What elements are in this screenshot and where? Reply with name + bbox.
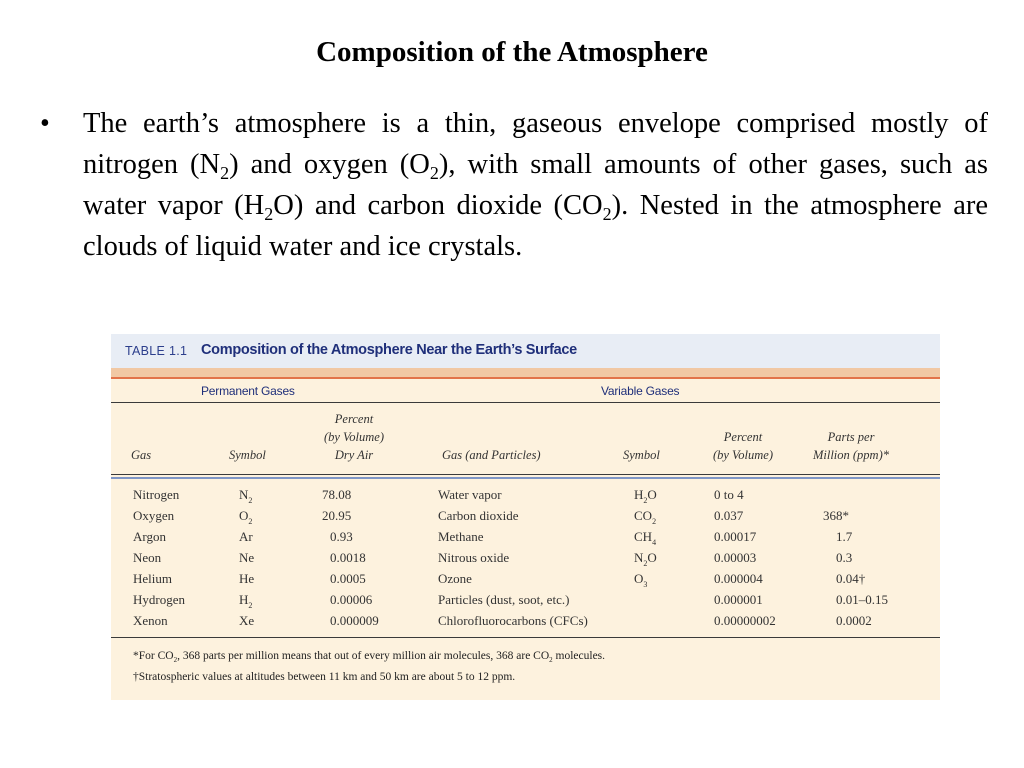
- footnote-co2: *For $CO_2$, 368 parts per million means that out of every million air molecules, 368 are $CO_2$ molecules.: [133, 650, 606, 664]
- col-symbol: Symbol: [229, 448, 266, 462]
- orange-rule: [111, 377, 940, 379]
- table-title: Composition of the Atmosphere Near the Earth’s Surface: [201, 342, 577, 358]
- col-gas: Gas: [131, 448, 152, 462]
- permanent-gases-header: Permanent Gases: [201, 384, 295, 398]
- variable-gases-header: Variable Gases: [601, 384, 680, 398]
- bullet-dot-icon: •: [40, 108, 50, 139]
- table-label: TABLE 1.1: [125, 344, 188, 358]
- slide-title: Composition of the Atmosphere: [316, 36, 708, 68]
- footnote-stratospheric: †Stratospheric values at altitudes between 11 km and 50 km are about 5 to 12 ppm.: [133, 671, 516, 683]
- composition-table: [111, 334, 940, 700]
- table-row: Oxygen $O_2$ 20.95 Carbon dioxide $CO_2$ 0.037 368*: [133, 508, 849, 526]
- table-row: Argon Ar 0.93 Methane $CH_4$ 0.00017 1.7: [133, 529, 853, 547]
- table-row: Hydrogen $H_2$ 0.00006 Particles (dust, soot, etc.) 0.000001 0.01–0.15: [133, 592, 888, 610]
- table-row: Xenon Xe 0.000009 Chlorofluorocarbons (CFCs) 0.00000002 0.0002: [133, 613, 872, 628]
- col-symbol-variable: Symbol: [623, 448, 660, 462]
- table-header-bar: [111, 334, 940, 368]
- bullet-paragraph: [40, 103, 988, 267]
- bullet-text: The earth’s atmosphere is a thin, gaseous envelope comprised mostly of nitrogen $(N_2)$ and oxygen $(O_2)$, with small amounts of other gases, such as water vapor $(H_2O)$ and carbon dioxide $(CO_2)$. Nested in the atmosphere are clouds of liquid water and ice crystals.: [83, 108, 988, 262]
- footer-divider: [111, 637, 940, 638]
- col-percent-volume: Percent (by Volume): [712, 430, 774, 462]
- col-gas-particles: Gas (and Particles): [442, 448, 541, 462]
- group-divider: [111, 402, 940, 403]
- table-row: Helium He 0.0005 Ozone $O_3$ 0.000004 0.04†: [133, 571, 866, 589]
- table-row: Neon Ne 0.0018 Nitrous oxide $N_2O$ 0.00003 0.3: [133, 550, 853, 568]
- header-divider: [111, 474, 940, 475]
- table-row: Nitrogen $N_2$ 78.08 Water vapor $H_2O$ 0 to 4: [133, 487, 744, 505]
- col-ppm: Parts per Million (ppm)*: [812, 430, 890, 462]
- col-percent-dry: Percent (by Volume) Dry Air: [323, 412, 385, 462]
- header-divider-blue: [111, 477, 940, 479]
